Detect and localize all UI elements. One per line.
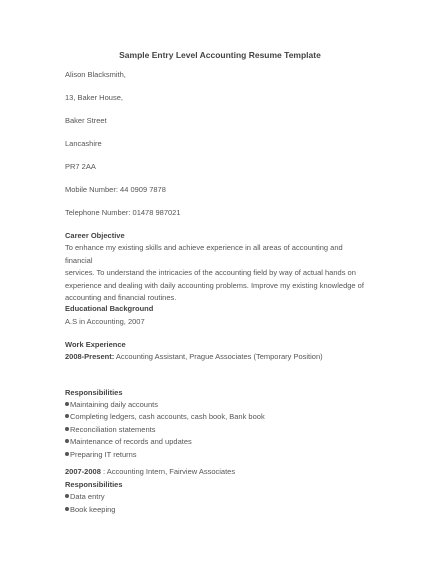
job2-period: 2007-2008 xyxy=(65,467,101,476)
address-line-postcode: PR7 2AA xyxy=(65,162,96,171)
education-heading: Educational Background xyxy=(65,304,154,313)
bullet-icon xyxy=(65,439,69,443)
address-line-house: 13, Baker House, xyxy=(65,93,123,102)
objective-line: services. To understand the intricacies of the accounting field by way of actual hands on xyxy=(65,268,356,277)
bullet-icon xyxy=(65,507,69,511)
bullet-icon xyxy=(65,402,69,406)
telephone-number: Telephone Number: 01478 987021 xyxy=(65,208,181,217)
job2-line xyxy=(65,467,235,477)
education-entry: A.S in Accounting, 2007 xyxy=(65,317,145,326)
bullet-icon xyxy=(65,452,69,456)
list-item: Book keeping xyxy=(65,505,115,515)
career-objective-text xyxy=(65,242,365,305)
address-line-name: Alison Blacksmith, xyxy=(65,70,126,79)
list-item: Maintenance of records and updates xyxy=(65,437,192,447)
list-item: Reconciliation statements xyxy=(65,425,155,435)
work-experience-heading: Work Experience xyxy=(65,340,126,349)
list-item: Data entry xyxy=(65,492,105,502)
list-item: Completing ledgers, cash accounts, cash book, Bank book xyxy=(65,412,265,422)
address-line-street: Baker Street xyxy=(65,116,107,125)
list-item: Maintaining daily accounts xyxy=(65,400,158,410)
bullet-icon xyxy=(65,427,69,431)
career-objective-heading: Career Objective xyxy=(65,231,125,240)
job1-description: Accounting Assistant, Prague Associates (Temporary Position) xyxy=(114,352,323,361)
job1-responsibilities-heading: Responsibilities xyxy=(65,388,123,397)
address-line-county: Lancashire xyxy=(65,139,102,148)
bullet-icon xyxy=(65,414,69,418)
mobile-number: Mobile Number: 44 0909 7878 xyxy=(65,185,166,194)
job1-line xyxy=(65,352,323,362)
job2-description: : Accounting Intern, Fairview Associates xyxy=(100,467,236,476)
list-item: Preparing IT returns xyxy=(65,450,137,460)
document-title: Sample Entry Level Accounting Resume Template xyxy=(119,50,321,60)
objective-line: accounting and financial routines. xyxy=(65,293,177,302)
objective-line: experience and dealing with daily accounting problems. Improve my existing knowledge of xyxy=(65,280,364,290)
job2-responsibilities-heading: Responsibilities xyxy=(65,480,123,489)
bullet-icon xyxy=(65,494,69,498)
job1-period: 2008-Present: xyxy=(65,352,115,361)
objective-line: To enhance my existing skills and achieve experience in all areas of accounting and financial xyxy=(65,243,343,265)
